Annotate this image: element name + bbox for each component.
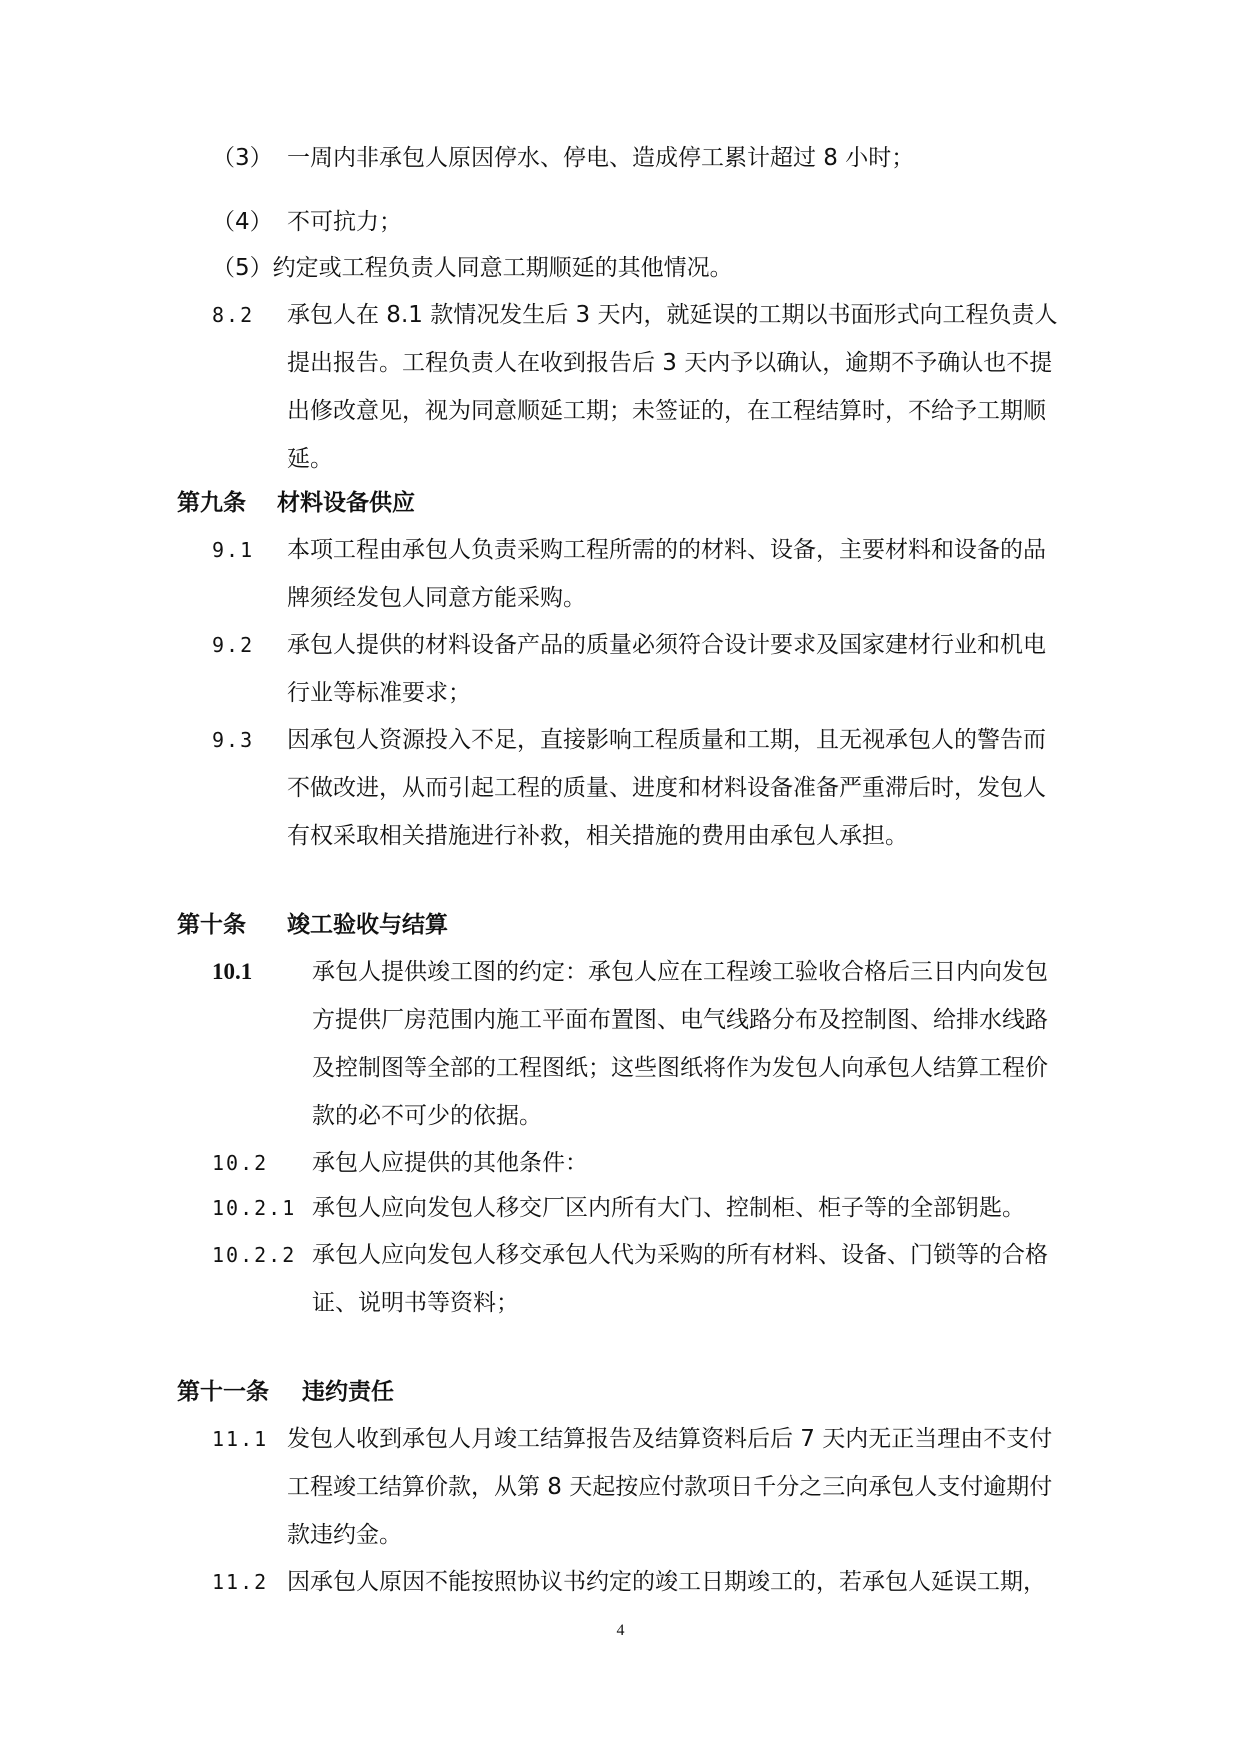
article-9-heading: [177, 488, 415, 518]
article-11-title: 违约责任: [302, 1379, 394, 1405]
clause-9-2-line-1: 承包人提供的材料设备产品的质量必须符合设计要求及国家建材行业和机电: [287, 632, 1046, 658]
clause-10-1-line-1: 承包人提供竣工图的约定：承包人应在工程竣工验收合格后三日内向发包: [312, 959, 1048, 985]
clause-11-1-line-1: 发包人收到承包人月竣工结算报告及结算资料后后 7 天内无正当理由不支付: [287, 1426, 1053, 1452]
clause-10-2-line-1: 承包人应提供的其他条件：: [312, 1150, 588, 1176]
clause-11-1-number: 11.1: [212, 1427, 269, 1451]
clause-8-2-line-2: 提出报告。工程负责人在收到报告后 3 天内予以确认，逾期不予确认也不提: [287, 350, 1053, 376]
article-9-title: 材料设备供应: [277, 490, 415, 516]
clause-9-1-line-1: 本项工程由承包人负责采购工程所需的的材料、设备，主要材料和设备的品: [287, 537, 1046, 563]
article-10-title: 竣工验收与结算: [287, 912, 448, 938]
clause-9-3-number: 9.3: [212, 728, 255, 752]
clause-10-2-1-number: 10.2.1: [212, 1196, 297, 1220]
clause-10-2-2-line-2: 证、说明书等资料；: [312, 1290, 519, 1316]
clause-9-3-line-2: 不做改进，从而引起工程的质量、进度和材料设备准备严重滞后时，发包人: [287, 775, 1046, 801]
clause-9-2-number: 9.2: [212, 633, 255, 657]
article-11-heading: [177, 1377, 394, 1407]
clause-9-3-line-3: 有权采取相关措施进行补救，相关措施的费用由承包人承担。: [287, 823, 908, 849]
clause-9-3-line-1: 因承包人资源投入不足，直接影响工程质量和工期，且无视承包人的警告而: [287, 727, 1046, 753]
clause-10-1-line-2: 方提供厂房范围内施工平面布置图、电气线路分布及控制图、给排水线路: [312, 1007, 1048, 1033]
clause-10-1-line-4: 款的必不可少的依据。: [312, 1103, 542, 1129]
clause-10-2-2-line-1: 承包人应向发包人移交承包人代为采购的所有材料、设备、门锁等的合格: [312, 1242, 1048, 1268]
clause-10-1-number: 10.1: [212, 959, 253, 984]
item-3-label: （3）: [212, 145, 273, 171]
clause-11-1-line-2: 工程竣工结算价款，从第 8 天起按应付款项日千分之三向承包人支付逾期付: [287, 1474, 1053, 1500]
clause-11-2-number: 11.2: [212, 1570, 269, 1594]
item-4-text: 不可抗力；: [287, 209, 402, 235]
clause-8-2-number: 8.2: [212, 303, 255, 327]
article-9-number: 第九条: [177, 490, 246, 516]
item-5-text: （5）约定或工程负责人同意工期顺延的其他情况。: [212, 255, 733, 281]
article-10-heading: [177, 910, 448, 940]
item-3-text: 一周内非承包人原因停水、停电、造成停工累计超过 8 小时；: [287, 145, 915, 171]
clause-8-2-line-1: 承包人在 8.1 款情况发生后 3 天内，就延误的工期以书面形式向工程负责人: [287, 302, 1058, 328]
clause-8-2-line-3: 出修改意见，视为同意顺延工期；未签证的，在工程结算时，不给予工期顺: [287, 398, 1046, 424]
clause-11-2-line-1: 因承包人原因不能按照协议书约定的竣工日期竣工的，若承包人延误工期，: [287, 1569, 1046, 1595]
clause-9-1-line-2: 牌须经发包人同意方能采购。: [287, 585, 586, 611]
article-11-number: 第十一条: [177, 1379, 269, 1405]
clause-9-2-line-2: 行业等标准要求；: [287, 680, 471, 706]
clause-8-2-line-4: 延。: [287, 446, 333, 472]
clause-10-2-1-line-1: 承包人应向发包人移交厂区内所有大门、控制柜、柜子等的全部钥匙。: [312, 1195, 1025, 1221]
article-10-number: 第十条: [177, 912, 246, 938]
item-4-label: （4）: [212, 209, 273, 235]
clause-11-1-line-3: 款违约金。: [287, 1522, 402, 1548]
page-number: 4: [616, 1622, 625, 1639]
clause-10-1-line-3: 及控制图等全部的工程图纸；这些图纸将作为发包人向承包人结算工程价: [312, 1055, 1048, 1081]
clause-9-1-number: 9.1: [212, 538, 255, 562]
clause-10-2-number: 10.2: [212, 1151, 269, 1175]
clause-10-2-2-number: 10.2.2: [212, 1243, 297, 1267]
